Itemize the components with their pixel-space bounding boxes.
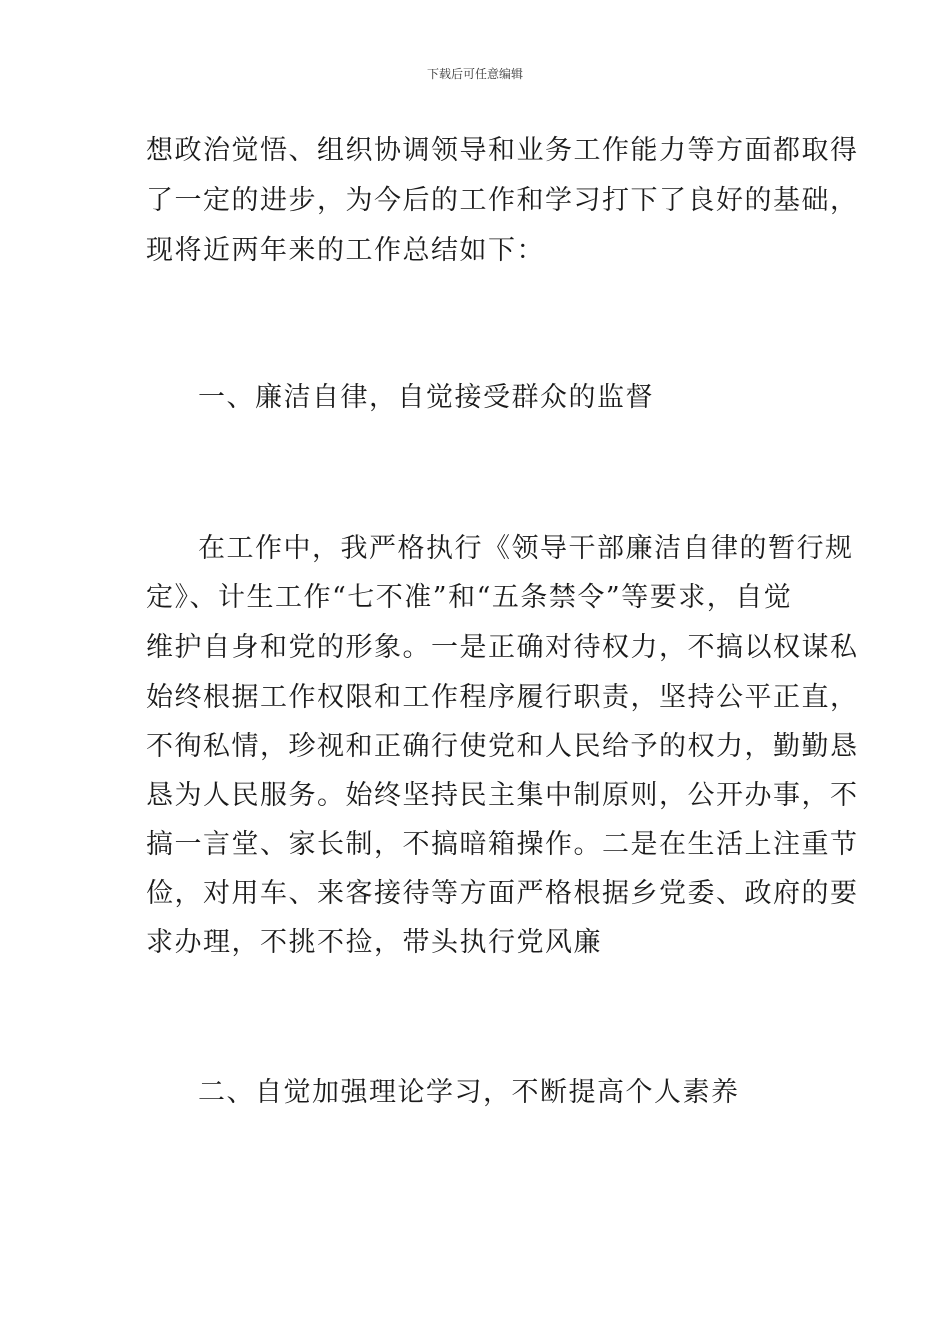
paragraph-line: 俭，对用车、来客接待等方面严格根据乡党委、政府的要: [146, 878, 859, 909]
paragraph-line: 搞一言堂、家长制，不搞暗箱操作。二是在生活上注重节: [146, 829, 859, 860]
page-header-note: 下载后可任意编辑: [426, 67, 523, 81]
paragraph-line: 恳为人民服务。始终坚持民主集中制原则，公开办事，不: [146, 780, 859, 811]
intro-line: 想政治觉悟、组织协调领导和业务工作能力等方面都取得: [146, 135, 859, 166]
paragraph-line: 不徇私情，珍视和正确行使党和人民给予的权力，勤勤恳: [146, 731, 859, 762]
paragraph-line: 维护自身和党的形象。一是正确对待权力，不搞以权谋私: [146, 632, 859, 663]
paragraph-line: 始终根据工作权限和工作程序履行职责，坚持公平正直，: [146, 682, 859, 713]
intro-line: 了一定的进步，为今后的工作和学习打下了良好的基础，: [146, 185, 859, 216]
paragraph-line: 定》、计生工作“七不准”和“五条禁令”等要求，自觉: [146, 582, 793, 613]
section-heading-1: 一、廉洁自律，自觉接受群众的监督: [198, 382, 654, 413]
paragraph-line: 求办理，不挑不捡，带头执行党风廉: [146, 927, 602, 958]
paragraph-line: 在工作中，我严格执行《领导干部廉洁自律的暂行规: [198, 533, 854, 564]
intro-line: 现将近两年来的工作总结如下：: [146, 235, 545, 266]
section-heading-2: 二、自觉加强理论学习，不断提高个人素养: [198, 1077, 740, 1108]
